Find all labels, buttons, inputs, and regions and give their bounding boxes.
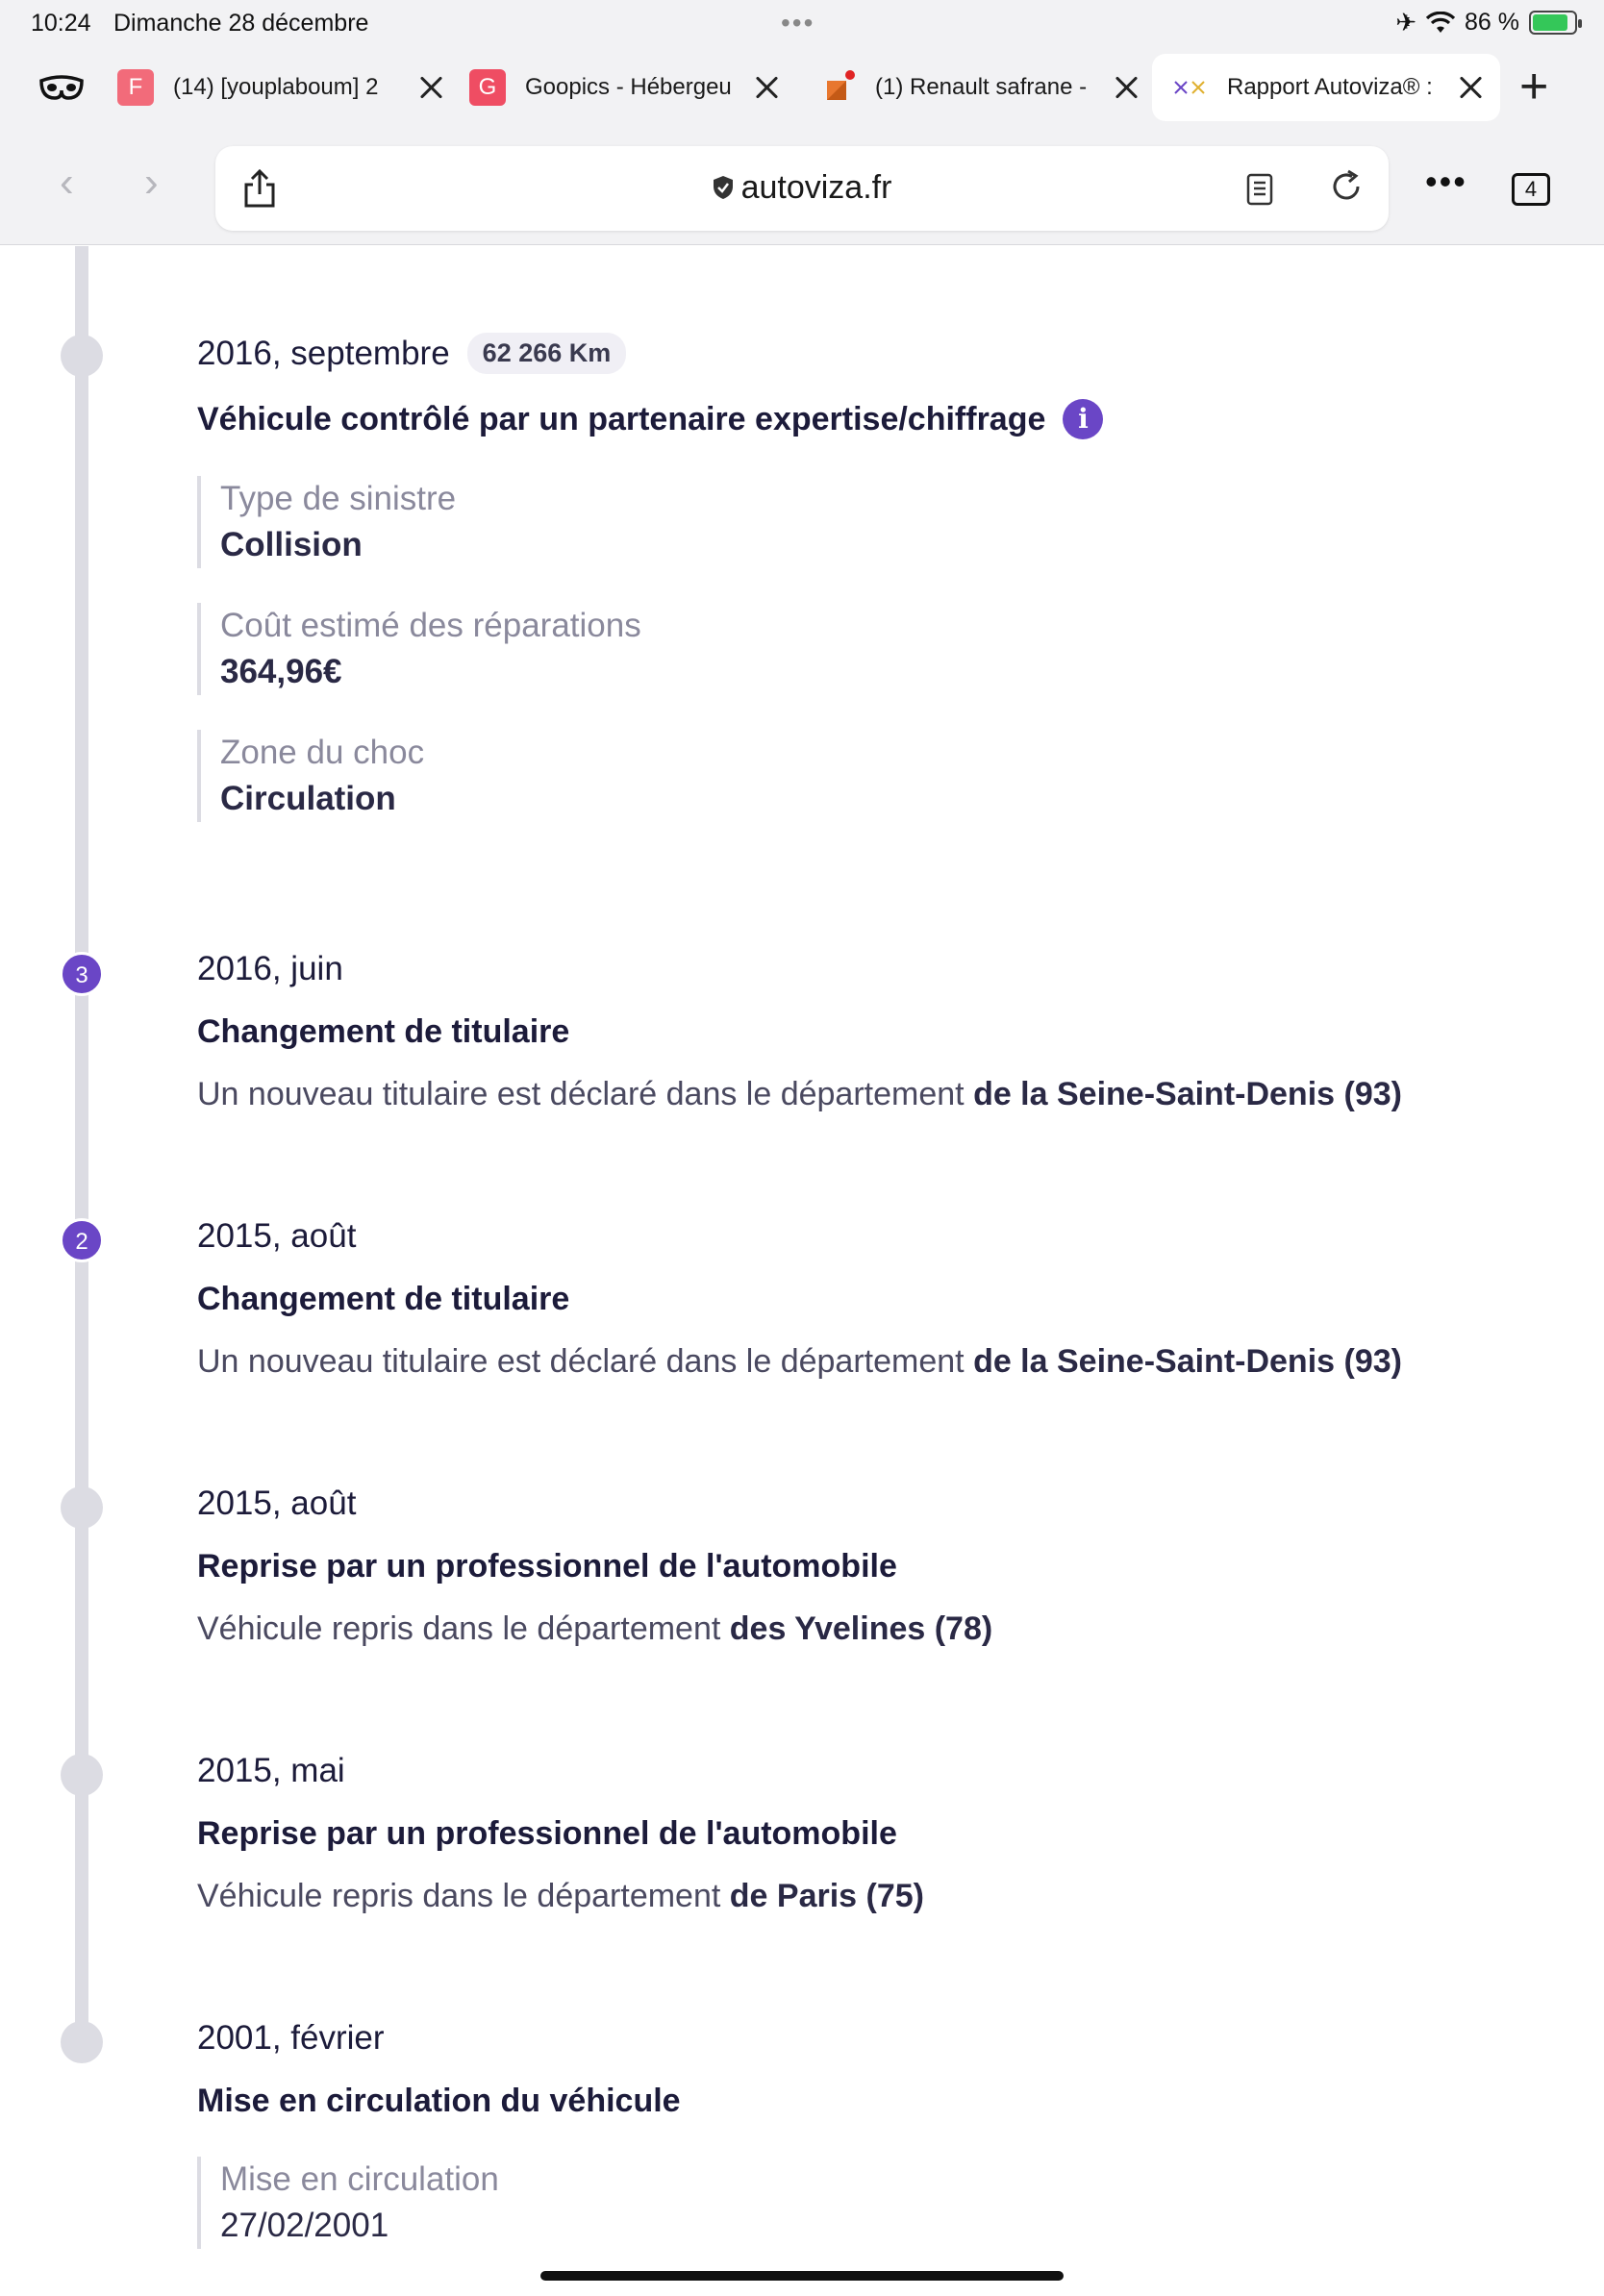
detail-value: Circulation bbox=[220, 780, 396, 817]
event-date-row bbox=[197, 333, 1563, 374]
timeline-node bbox=[61, 1486, 103, 1529]
timeline-owner-marker: 3 bbox=[60, 952, 104, 996]
tab-title: Rapport Autoviza® : bbox=[1227, 74, 1433, 100]
tab-favicon: G bbox=[469, 69, 506, 106]
detail-block bbox=[197, 603, 1563, 695]
airplane-icon: ✈ bbox=[1395, 8, 1417, 37]
more-options-icon[interactable]: ••• bbox=[1425, 162, 1467, 201]
event-title: Reprise par un professionnel de l'automobile bbox=[197, 1815, 897, 1852]
address-bar[interactable] bbox=[215, 146, 1389, 231]
event-title: Reprise par un professionnel de l'automobile bbox=[197, 1548, 897, 1585]
event-description bbox=[197, 1878, 1563, 1915]
tab-favicon: F bbox=[117, 69, 154, 106]
timeline-owner-marker: 2 bbox=[60, 1218, 104, 1262]
private-browsing-icon[interactable] bbox=[35, 67, 88, 110]
description-text: Un nouveau titulaire est déclaré dans le département bbox=[197, 1343, 974, 1380]
event-description bbox=[197, 1343, 1563, 1381]
reader-mode-icon[interactable] bbox=[1246, 173, 1273, 206]
reload-icon[interactable] bbox=[1327, 167, 1366, 206]
description-text: Véhicule repris dans le département bbox=[197, 1878, 730, 1914]
url-text: autoviza.fr bbox=[740, 169, 892, 206]
tab-renault-safrane[interactable] bbox=[819, 54, 1146, 121]
back-icon[interactable]: ‹ bbox=[60, 159, 74, 206]
close-tab-icon[interactable] bbox=[1456, 73, 1485, 102]
detail-label: Coût estimé des réparations bbox=[220, 607, 641, 644]
mileage-badge: 62 266 Km bbox=[467, 333, 627, 374]
new-tab-icon[interactable]: + bbox=[1519, 59, 1549, 114]
timeline-event bbox=[197, 1485, 1563, 1648]
tab-title: (1) Renault safrane - bbox=[875, 74, 1088, 100]
timeline-event bbox=[197, 2019, 1563, 2249]
event-date: 2015, août bbox=[197, 1217, 357, 1255]
multitasking-dots-icon[interactable]: ••• bbox=[781, 8, 815, 37]
timeline-event bbox=[197, 950, 1563, 1113]
detail-label: Zone du choc bbox=[220, 734, 425, 771]
status-time: 10:24 bbox=[31, 10, 91, 37]
browser-chrome bbox=[0, 0, 1604, 245]
status-bar bbox=[0, 0, 1604, 46]
timeline-event bbox=[197, 1752, 1563, 1915]
event-date: 2016, septembre bbox=[197, 334, 450, 372]
close-tab-icon[interactable] bbox=[752, 73, 781, 102]
timeline-node bbox=[61, 1754, 103, 1796]
tab-youplaboum[interactable] bbox=[117, 54, 444, 121]
home-indicator[interactable] bbox=[540, 2271, 1064, 2281]
event-date: 2015, mai bbox=[197, 1752, 345, 1789]
description-department: de la Seine-Saint-Denis (93) bbox=[973, 1076, 1402, 1112]
info-icon[interactable]: i bbox=[1063, 399, 1103, 439]
detail-block bbox=[197, 476, 1563, 568]
detail-value: 27/02/2001 bbox=[220, 2207, 389, 2244]
event-title: Changement de titulaire bbox=[197, 1013, 570, 1050]
description-department: des Yvelines (78) bbox=[729, 1610, 993, 1647]
wifi-icon bbox=[1426, 12, 1455, 35]
status-indicators bbox=[1395, 8, 1577, 37]
detail-block bbox=[197, 730, 1563, 822]
detail-label: Type de sinistre bbox=[220, 480, 457, 517]
event-description bbox=[197, 1076, 1563, 1113]
tab-title: Goopics - Hébergeu bbox=[525, 74, 732, 100]
timeline-event bbox=[197, 333, 1563, 822]
tab-count-button[interactable]: 4 bbox=[1512, 173, 1550, 206]
tab-bar bbox=[0, 54, 1604, 123]
status-date: Dimanche 28 décembre bbox=[113, 10, 369, 37]
detail-block bbox=[197, 2157, 1563, 2249]
shield-icon bbox=[713, 175, 734, 200]
timeline-event bbox=[197, 1217, 1563, 1381]
tab-favicon bbox=[819, 69, 856, 106]
tab-title: (14) [youplaboum] 2 bbox=[173, 74, 379, 100]
tab-goopics[interactable] bbox=[469, 54, 796, 121]
close-tab-icon[interactable] bbox=[416, 73, 444, 102]
tab-autoviza[interactable] bbox=[1152, 54, 1500, 121]
description-text: Un nouveau titulaire est déclaré dans le département bbox=[197, 1076, 974, 1112]
battery-percent: 86 % bbox=[1465, 9, 1519, 36]
detail-value: Collision bbox=[220, 526, 363, 563]
autoviza-favicon bbox=[1171, 69, 1208, 106]
description-text: Véhicule repris dans le département bbox=[197, 1610, 730, 1647]
detail-value: 364,96€ bbox=[220, 653, 342, 690]
report-timeline bbox=[0, 246, 1604, 2296]
timeline-node bbox=[61, 335, 103, 377]
event-title: Mise en circulation du véhicule bbox=[197, 2083, 681, 2119]
event-date: 2016, juin bbox=[197, 950, 343, 987]
event-title: Véhicule contrôlé par un partenaire expertise/chiffrage bbox=[197, 400, 1046, 437]
description-department: de la Seine-Saint-Denis (93) bbox=[973, 1343, 1402, 1380]
description-department: de Paris (75) bbox=[729, 1878, 924, 1914]
url-display[interactable] bbox=[215, 169, 1389, 207]
detail-label: Mise en circulation bbox=[220, 2160, 499, 2198]
forward-icon[interactable]: › bbox=[144, 159, 159, 206]
event-date: 2015, août bbox=[197, 1485, 357, 1522]
close-tab-icon[interactable] bbox=[1112, 73, 1140, 102]
timeline-node bbox=[61, 2021, 103, 2063]
battery-icon bbox=[1529, 11, 1577, 35]
event-date: 2001, février bbox=[197, 2019, 385, 2057]
event-title-row bbox=[197, 399, 1563, 439]
event-title: Changement de titulaire bbox=[197, 1281, 570, 1317]
event-description bbox=[197, 1610, 1563, 1648]
